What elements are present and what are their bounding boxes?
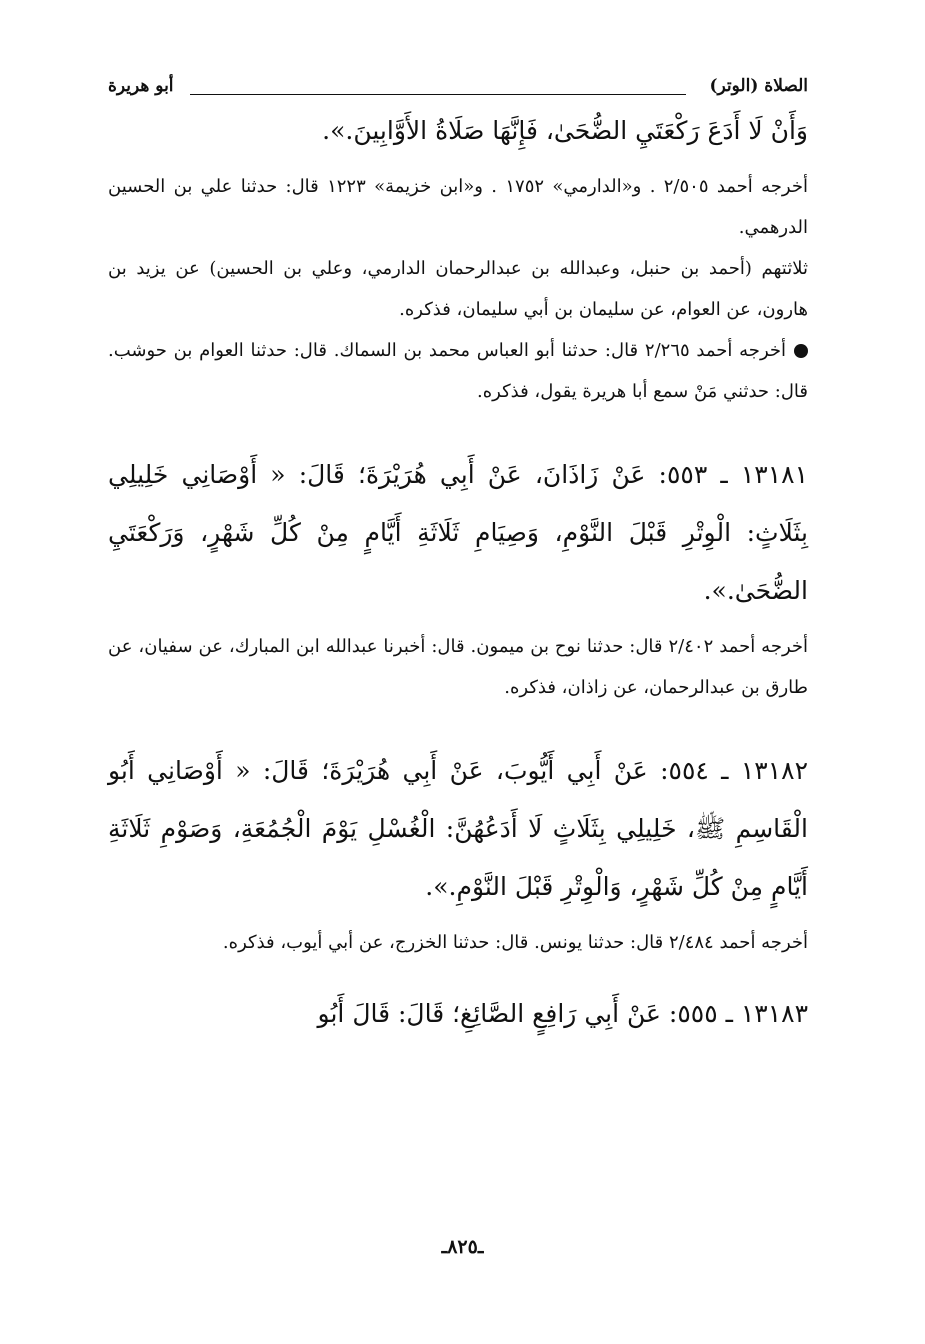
narrator-title: أبو هريرة [108, 76, 174, 96]
hadith-13182: ١٣١٨٢ ـ ٥٥٤: عَنْ أَبِي أَيُّوبَ، عَنْ أَبِي هُرَيْرَةَ؛ قَالَ: « أَوْصَانِي أَبُو الْقَاسِمِ ﷺ، خَلِيلِي بِثَلَاثٍ لَا أَدَعُهُنَّ: الْغُسْلِ يَوْمَ الْجُمُعَةِ، وَصَوْمِ ثَلَاثَةِ أَيَّامٍ مِنْ كُلِّ شَهْرٍ، وَالْوِتْرِ قَبْلَ النَّوْمِ.». [108, 756, 808, 901]
takhrij-paragraph: ثلاثتهم (أحمد بن حنبل، وعبدالله بن عبدالرحمان الدارمي، وعلي بن الحسين) عن يزيد بن هارون، عن العوام، عن سليمان بن أبي سليمان، فذكره. [108, 258, 808, 320]
running-header [108, 72, 808, 102]
hadith-13181: ١٣١٨١ ـ ٥٥٣: عَنْ زَاذَانَ، عَنْ أَبِي هُرَيْرَةَ؛ قَالَ: « أَوْصَانِي خَلِيلِي بِثَلَاثٍ: الْوِتْرِ قَبْلَ النَّوْمِ، وَصِيَامِ ثَلَاثَةِ أَيَّامٍ مِنْ كُلِّ شَهْرٍ، وَرَكْعَتَيِ الضُّحَىٰ.». [108, 460, 808, 605]
chapter-title: الصلاة (الوتر) [709, 76, 808, 96]
bullet-icon [794, 344, 808, 358]
page-number: ـ٨٢٥ـ [441, 1236, 484, 1258]
takhrij-13182: أخرجه أحمد ٢/٤٨٤ قال: حدثنا يونس. قال: حدثنا الخزرج، عن أبي أيوب، فذكره. [222, 932, 808, 953]
takhrij-paragraph: أخرجه أحمد ٢/٥٠٥ . و«الدارمي» ١٧٥٢ . و«ابن خزيمة» ١٢٢٣ قال: حدثنا علي بن الحسين الدرهمي. [108, 176, 808, 238]
takhrij-text: أخرجه أحمد ٢/٢٦٥ قال: حدثنا أبو العباس محمد بن السماك. قال: حدثنا العوام بن حوشب. قال: حدثني مَنْ سمع أبا هريرة يقول، فذكره. [108, 340, 808, 402]
hadith-13183: ١٣١٨٣ ـ ٥٥٥: عَنْ أَبِي رَافِعٍ الصَّائِغِ؛ قَالَ: قَالَ أَبُو [317, 999, 808, 1028]
takhrij-paragraph-bullet [108, 330, 808, 412]
takhrij-13181: أخرجه أحمد ٢/٤٠٢ قال: حدثنا نوح بن ميمون. قال: أخبرنا عبدالله ابن المبارك، عن سفيان، عن طارق بن عبدالرحمان، عن زاذان، فذكره. [108, 636, 809, 698]
page-body [108, 72, 808, 1043]
hadith-text-continued: وَأَنْ لَا أَدَعَ رَكْعَتَيِ الضُّحَىٰ، فَإِنَّهَا صَلَاةُ الأَوَّابِينَ.». [322, 116, 808, 145]
header-rule [190, 94, 686, 95]
